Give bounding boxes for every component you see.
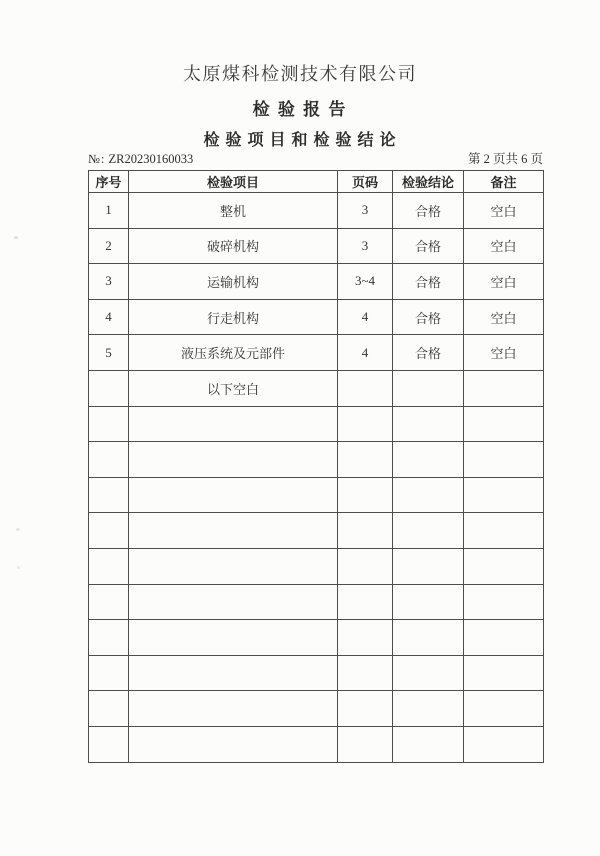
cell-page: 4	[338, 335, 393, 371]
cell-page	[338, 513, 393, 549]
cell-page	[338, 477, 393, 513]
table-row	[89, 193, 544, 229]
cell-remarks: 空白	[464, 193, 544, 229]
table-row-empty	[89, 691, 544, 727]
table-row-empty	[89, 477, 544, 513]
cell-conclusion	[393, 477, 464, 513]
cell-page	[338, 442, 393, 478]
table-row	[89, 264, 544, 300]
cell-item	[129, 584, 338, 620]
cell-index	[89, 548, 129, 584]
cell-page	[338, 620, 393, 656]
column-header-remarks: 备注	[464, 171, 544, 193]
cell-remarks	[464, 442, 544, 478]
cell-conclusion	[393, 548, 464, 584]
cell-index	[89, 620, 129, 656]
table-row	[89, 299, 544, 335]
cell-conclusion	[393, 620, 464, 656]
cell-page	[338, 406, 393, 442]
cell-conclusion: 合格	[393, 264, 464, 300]
cell-index	[89, 655, 129, 691]
table-row-empty	[89, 726, 544, 762]
cell-remarks	[464, 513, 544, 549]
cell-item	[129, 442, 338, 478]
cell-item: 行走机构	[129, 299, 338, 335]
table-row	[89, 228, 544, 264]
cell-item: 破碎机构	[129, 228, 338, 264]
cell-index: 4	[89, 299, 129, 335]
cell-page: 3	[338, 193, 393, 229]
table-row-empty	[89, 620, 544, 656]
cell-item	[129, 406, 338, 442]
report-number-label: №:	[88, 152, 106, 166]
section-title: 检 验 项 目 和 检 验 结 论	[203, 132, 397, 149]
cell-remarks	[464, 406, 544, 442]
cell-conclusion	[393, 584, 464, 620]
cell-item: 运输机构	[129, 264, 338, 300]
cell-conclusion	[393, 406, 464, 442]
cell-index	[89, 726, 129, 762]
cell-remarks	[464, 584, 544, 620]
cell-conclusion	[393, 442, 464, 478]
report-number-value: ZR20230160033	[108, 152, 194, 166]
table-row-empty	[89, 406, 544, 442]
cell-item	[129, 548, 338, 584]
cell-conclusion: 合格	[393, 193, 464, 229]
cell-conclusion: 合格	[393, 228, 464, 264]
cell-conclusion	[393, 726, 464, 762]
cell-item	[129, 477, 338, 513]
table-row-empty	[89, 584, 544, 620]
cell-remarks: 空白	[464, 335, 544, 371]
cell-item: 液压系统及元部件	[129, 335, 338, 371]
cell-remarks: 空白	[464, 228, 544, 264]
report-number	[88, 152, 193, 167]
cell-index: 3	[89, 264, 129, 300]
cell-index: 5	[89, 335, 129, 371]
table-row-empty	[89, 548, 544, 584]
company-name: 太原煤科检测技术有限公司	[183, 64, 417, 84]
cell-item	[129, 620, 338, 656]
cell-conclusion	[393, 691, 464, 727]
cell-remarks	[464, 548, 544, 584]
meta-row	[88, 149, 543, 167]
cell-remarks: 空白	[464, 299, 544, 335]
table-header-row	[89, 171, 544, 193]
cell-page: 3~4	[338, 264, 393, 300]
cell-page	[338, 726, 393, 762]
cell-page	[338, 691, 393, 727]
cell-index	[89, 691, 129, 727]
column-header-page: 页码	[338, 171, 393, 193]
cell-index: 2	[89, 228, 129, 264]
scan-artifact	[14, 236, 18, 239]
cell-item: 整机	[129, 193, 338, 229]
cell-page	[338, 584, 393, 620]
cell-index	[89, 477, 129, 513]
table-row-blank-marker	[89, 370, 544, 406]
cell-remarks	[464, 726, 544, 762]
column-header-item: 检验项目	[129, 171, 338, 193]
cell-page	[338, 370, 393, 406]
cell-remarks	[464, 620, 544, 656]
cell-item	[129, 691, 338, 727]
table-row-empty	[89, 513, 544, 549]
cell-conclusion	[393, 513, 464, 549]
cell-remarks	[464, 370, 544, 406]
cell-conclusion	[393, 370, 464, 406]
report-title: 检 验 报 告	[252, 100, 348, 119]
cell-conclusion: 合格	[393, 335, 464, 371]
cell-index	[89, 584, 129, 620]
scan-artifact	[17, 566, 20, 569]
cell-page: 3	[338, 228, 393, 264]
cell-item	[129, 513, 338, 549]
cell-index	[89, 370, 129, 406]
column-header-index: 序号	[89, 171, 129, 193]
cell-page: 4	[338, 299, 393, 335]
table-row-empty	[89, 442, 544, 478]
cell-remarks	[464, 655, 544, 691]
cell-remarks: 空白	[464, 264, 544, 300]
cell-remarks	[464, 477, 544, 513]
cell-index	[89, 406, 129, 442]
cell-item: 以下空白	[129, 370, 338, 406]
table-row	[89, 335, 544, 371]
cell-page	[338, 655, 393, 691]
page-indicator: 第 2 页共 6 页	[467, 152, 543, 166]
cell-page	[338, 548, 393, 584]
scan-artifact	[16, 528, 20, 531]
cell-index	[89, 513, 129, 549]
column-header-conclusion: 检验结论	[393, 171, 464, 193]
cell-index	[89, 442, 129, 478]
inspection-results-table	[88, 170, 544, 763]
cell-remarks	[464, 691, 544, 727]
cell-conclusion	[393, 655, 464, 691]
cell-index: 1	[89, 193, 129, 229]
cell-item	[129, 655, 338, 691]
cell-item	[129, 726, 338, 762]
cell-conclusion: 合格	[393, 299, 464, 335]
table-row-empty	[89, 655, 544, 691]
